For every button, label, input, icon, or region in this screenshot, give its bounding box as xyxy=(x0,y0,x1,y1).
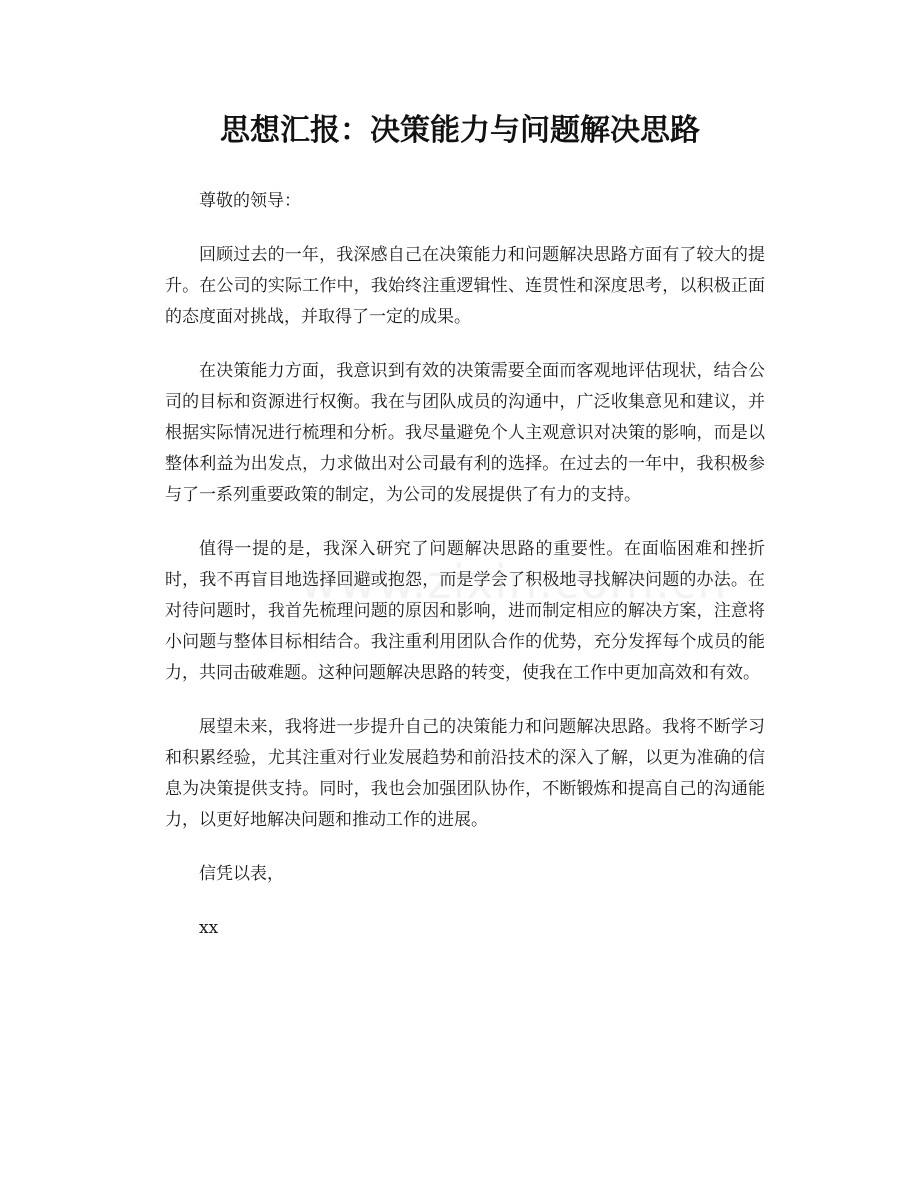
paragraph-review: 回顾过去的一年，我深感自己在决策能力和问题解决思路方面有了较大的提升。在公司的实际工作中，我始终注重逻辑性、连贯性和深度思考，以积极正面的态度面对挑战，并取得了一定的成果。 xyxy=(165,245,765,327)
document-title: 思想汇报：决策能力与问题解决思路 xyxy=(220,113,700,148)
paragraph-outlook: 展望未来，我将进一步提升自己的决策能力和问题解决思路。我将不断学习和积累经验，尤其注重对行业发展趋势和前沿技术的深入了解，以更为准确的信息为决策提供支持。同时，我也会加强团队协作，不断锻炼和提高自己的沟通能力，以更好地解决问题和推动工作的进展。 xyxy=(165,717,765,830)
closing: 信凭以表， xyxy=(199,864,284,884)
paragraph-problem-solving: 值得一提的是，我深入研究了问题解决思路的重要性。在面临困难和挫折时，我不再盲目地选择回避或抱怨，而是学会了积极地寻找解决问题的办法。在对待问题时，我首先梳理问题的原因和影响，进而制定相应的解决方案，注意将小问题与整体目标相结合。我注重利用团队合作的优势，充分发挥每个成员的能力，共同击破难题。这种问题解决思路的转变，使我在工作中更加高效和有效。 xyxy=(165,539,765,683)
signature: xx xyxy=(199,918,219,938)
document-body xyxy=(165,186,765,967)
paragraph-decision-making: 在决策能力方面，我意识到有效的决策需要全面而客观地评估现状，结合公司的目标和资源进行权衡。我在与团队成员的沟通中，广泛收集意见和建议，并根据实际情况进行梳理和分析。我尽量避免个人主观意识对决策的影响，而是以整体利益为出发点，力求做出对公司最有利的选择。在过去的一年中，我积极参与了一系列重要政策的制定，为公司的发展提供了有力的支持。 xyxy=(165,361,765,505)
salutation: 尊敬的领导： xyxy=(199,191,301,211)
